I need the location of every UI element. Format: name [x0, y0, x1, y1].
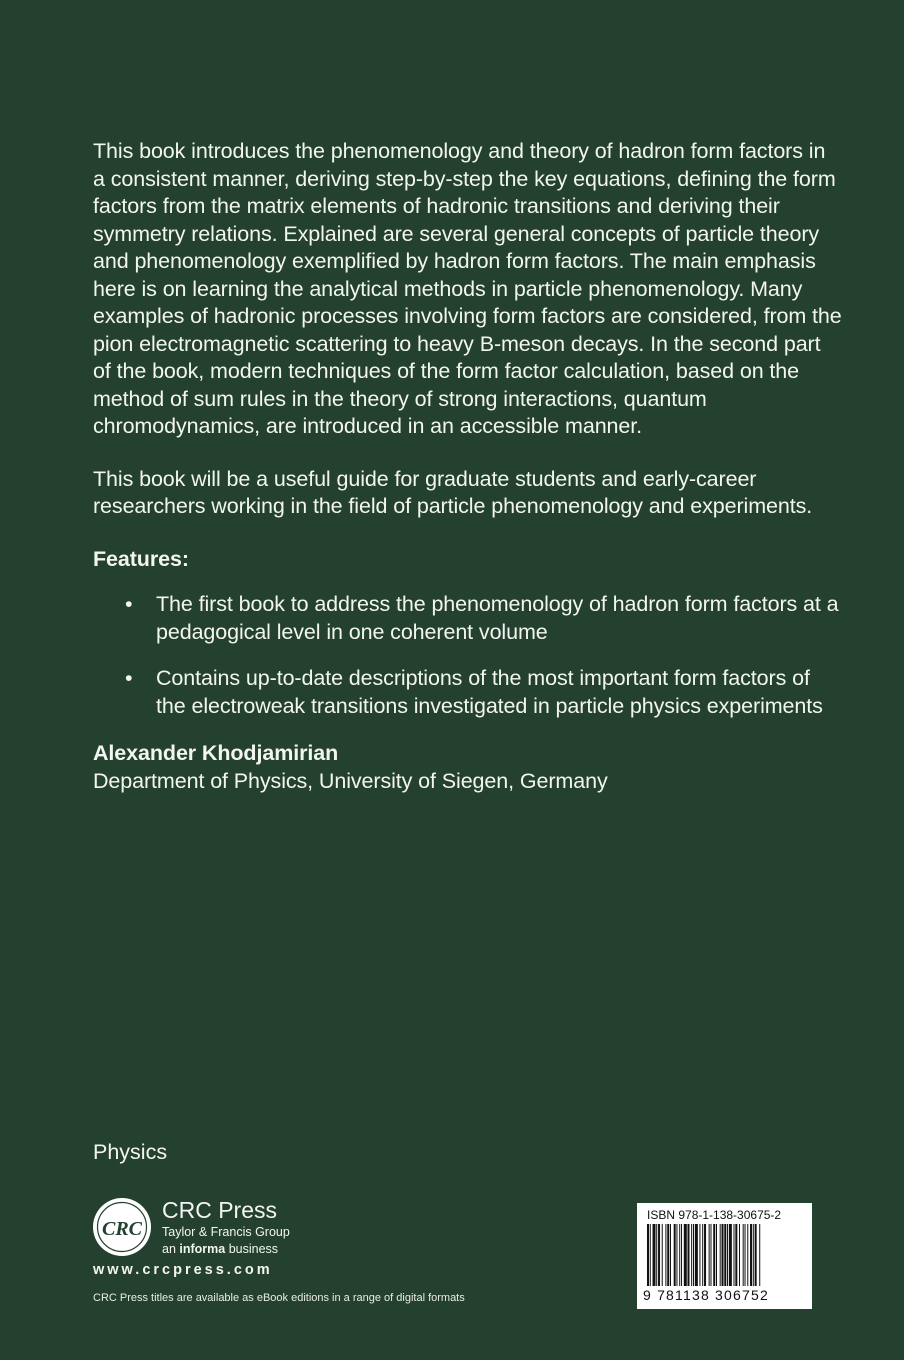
barcode-bar: [693, 1224, 694, 1286]
barcode-bar: [702, 1224, 703, 1286]
bullet-icon: •: [125, 592, 133, 616]
crc-logo-text: CRC: [101, 1218, 143, 1240]
barcode-bar: [667, 1224, 669, 1286]
barcode-bar: [753, 1224, 754, 1286]
publisher-block: [92, 1197, 392, 1257]
barcode-bar: [729, 1224, 732, 1286]
publisher-website-link[interactable]: www.crcpress.com: [93, 1262, 273, 1278]
barcode-bar: [658, 1224, 660, 1286]
barcode-bar: [724, 1224, 726, 1286]
barcode-digits: 9 781138 306752: [643, 1287, 769, 1303]
author-name: Alexander Khodjamirian: [93, 741, 339, 765]
publisher-name: CRC Press: [162, 1197, 278, 1223]
barcode-bar: [743, 1224, 744, 1286]
barcode-bar: [684, 1224, 687, 1286]
barcode-bar: [665, 1224, 666, 1286]
barcode-bar: [676, 1224, 677, 1286]
barcode-bar: [709, 1224, 710, 1286]
barcode-bar: [699, 1224, 700, 1286]
barcode-bar: [747, 1224, 748, 1286]
barcode-bar: [745, 1224, 746, 1286]
isbn-label: ISBN 978-1-138-30675-2: [647, 1208, 782, 1222]
bullet-icon: •: [125, 666, 133, 690]
barcode-bar: [653, 1224, 656, 1286]
barcode-bar: [713, 1224, 715, 1286]
features-heading: Features:: [93, 546, 189, 571]
publisher-informa: an informa business: [162, 1242, 279, 1256]
publisher-group: Taylor & Francis Group: [162, 1225, 290, 1239]
ebook-note: CRC Press titles are available as eBook editions in a range of digital formats: [93, 1292, 465, 1304]
barcode-bar: [755, 1224, 757, 1286]
author-affiliation: Department of Physics, University of Siegen, Germany: [93, 768, 608, 793]
barcode-bar: [727, 1224, 728, 1286]
isbn-barcode: [637, 1203, 812, 1309]
barcode-bar: [687, 1224, 689, 1286]
barcode-bar: [720, 1224, 721, 1286]
barcode-bar: [739, 1224, 740, 1286]
features-list: [93, 591, 843, 720]
description-paragraph-1: This book introduces the phenomenology and theory of hadron form factors in a consistent manner, deriving step-by-step the key equations, defining the form factors from the matrix elements of hadronic transitions and deriving their symmetry relations. Explained are several general concepts of particle theory and phenomenology exemplified by hadron form factors. The main emphasis here is on learning the analytical methods in particle phenomenology. Many examples of hadronic processes involving form factors are considered, from the pion electromagnetic scattering to heavy B-meson decays. In the second part of the book, modern techniques of the form factor calculation, based on the method of sum rules in the theory of strong interactions, quantum chromodynamics, are introduced in an accessible manner.: [93, 139, 842, 438]
description-paragraph-2: This book will be a useful guide for graduate students and early-career researchers working in the field of particle phenomenology and experiments.: [93, 466, 813, 518]
list-item: [93, 591, 843, 646]
barcode-bar: [722, 1224, 724, 1286]
barcode-bar: [647, 1224, 649, 1286]
barcode-bar: [759, 1224, 760, 1286]
barcode-bar: [656, 1224, 657, 1286]
list-item: [93, 665, 843, 720]
barcode-bar: [679, 1224, 680, 1286]
barcode-bar: [716, 1224, 717, 1286]
barcode-bar: [662, 1224, 663, 1286]
crc-logo-icon: [92, 1197, 152, 1257]
barcode-bar: [650, 1224, 651, 1286]
barcode-bar: [681, 1224, 682, 1286]
subject-category: Physics: [93, 1140, 168, 1164]
barcode-bar: [691, 1224, 692, 1286]
barcode-bar: [670, 1224, 671, 1286]
barcode-bars: [645, 1224, 805, 1286]
barcode-bar: [733, 1224, 734, 1286]
barcode-bar: [750, 1224, 752, 1286]
barcode-bar: [674, 1224, 676, 1286]
feature-text: Contains up-to-date descriptions of the most important form factors of the electroweak transitions investigated in particle physics experiments: [156, 666, 823, 718]
feature-text: The first book to address the phenomenology of hadron form factors at a pedagogical level in one coherent volume: [156, 592, 839, 644]
back-cover-text: [93, 138, 843, 795]
barcode-bar: [735, 1224, 737, 1286]
barcode-bar: [695, 1224, 698, 1286]
barcode-bar: [704, 1224, 706, 1286]
barcode-bar: [710, 1224, 711, 1286]
